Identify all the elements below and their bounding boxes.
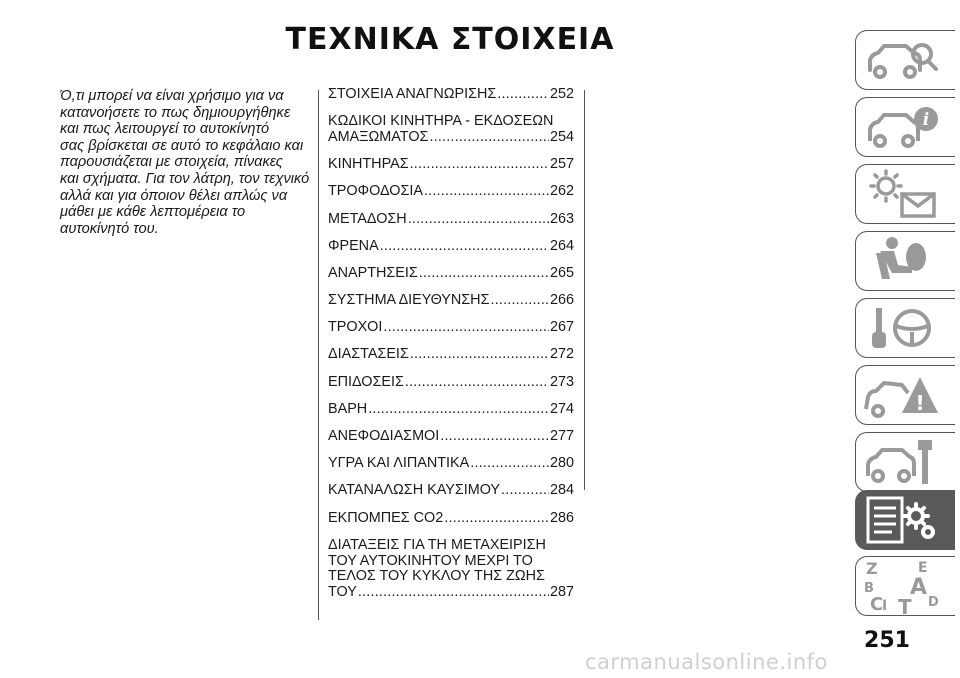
toc-entry[interactable]: [328, 456, 574, 472]
toc-entry-row: [328, 266, 574, 282]
dot-leader: [410, 347, 549, 363]
toc-entry[interactable]: [328, 114, 574, 146]
toc-entry-page: 267: [549, 319, 574, 336]
toc-entry-page: 257: [549, 156, 574, 173]
toc-entry-row: [328, 184, 574, 200]
intro-line: σας βρίσκεται σε αυτό το κεφάλαιο και: [60, 137, 304, 154]
dot-leader: [410, 157, 549, 173]
column-divider-right: [584, 90, 585, 490]
svg-text:!: !: [915, 391, 925, 415]
warning-light-message-icon: [862, 168, 942, 220]
toc-entry-page: 284: [549, 482, 574, 499]
toc-entry-row: [328, 87, 574, 103]
tab-car-info[interactable]: [855, 97, 955, 157]
index-letter: T: [898, 595, 912, 616]
toc-entry-label: ΚΙΝΗΤΗΡΑΣ: [328, 156, 409, 173]
toc-entry-row: [328, 239, 574, 255]
tab-warning-lights[interactable]: [855, 164, 955, 224]
svg-text:i: i: [922, 110, 930, 130]
dot-leader: [380, 239, 549, 255]
dot-leader: [497, 87, 549, 103]
toc-entry-label: ΔΙΑΤΑΞΕΙΣ ΓΙΑ ΤΗ ΜΕΤΑΧΕΙΡΙΣΗ: [328, 536, 546, 553]
toc-entry-row: [328, 157, 574, 173]
dot-leader: [444, 511, 549, 527]
page-number: 251: [864, 628, 910, 653]
toc-entry-label: ΤΡΟΦΟΔΟΣΙΑ: [328, 183, 423, 200]
toc-entry-label: ΤΕΛΟΣ ΤΟΥ ΚΥΚΛΟΥ ΤΗΣ ΖΩΗΣ: [328, 568, 545, 585]
toc-entry-row: [328, 402, 574, 418]
toc-entry[interactable]: [328, 320, 574, 336]
toc-entry-page: 264: [549, 237, 574, 254]
toc-entry-page: 287: [549, 584, 574, 601]
index-letter: C: [870, 594, 884, 615]
toc-entry-label: ΣΤΟΙΧΕΙΑ ΑΝΑΓΝΩΡΙΣΗΣ: [328, 86, 497, 102]
toc-entry[interactable]: [328, 184, 574, 200]
dot-leader: [419, 266, 549, 282]
dot-leader: [368, 402, 549, 418]
intro-line: κατανοήσετε το πως δημιουργήθηκε: [60, 104, 291, 121]
technical-data-icon: [862, 494, 942, 546]
toc-entry-row: [328, 483, 574, 499]
toc-entry-page: 274: [549, 400, 574, 417]
index-letter: Z: [866, 560, 878, 578]
dot-leader: [408, 212, 549, 228]
toc-entry-label: ΕΠΙΔΟΣΕΙΣ: [328, 373, 404, 390]
toc-entry[interactable]: [328, 483, 574, 499]
dot-leader: [424, 184, 549, 200]
toc-entry[interactable]: [328, 347, 574, 363]
toc-entry-row: [328, 375, 574, 391]
car-search-icon: [862, 34, 942, 86]
index-letter: B: [864, 581, 874, 596]
tab-safety[interactable]: [855, 231, 955, 291]
toc-entry-label: ΚΑΤΑΝΑΛΩΣΗ ΚΑΥΣΙΜΟΥ: [328, 482, 501, 499]
seat-airbag-icon: [862, 235, 942, 287]
dot-leader: [383, 320, 549, 336]
car-maintenance-icon: [862, 436, 942, 488]
intro-line: Ό,τι μπορεί να είναι χρήσιμο για να: [60, 88, 284, 104]
toc-entry-page: 266: [549, 292, 574, 309]
dot-leader: [358, 585, 549, 601]
toc-entry[interactable]: [328, 375, 574, 391]
toc-entry-label: ΤΟΥ ΑΥΤΟΚΙΝΗΤΟΥ ΜΕΧΡΙ ΤΟ: [328, 552, 533, 569]
toc-entry[interactable]: [328, 293, 574, 309]
toc-entry-label: ΑΝΕΦΟΔΙΑΣΜΟΙ: [328, 428, 440, 445]
toc-entry-label: ΜΕΤΑΔΟΣΗ: [328, 210, 407, 227]
key-steering-wheel-icon: [862, 302, 942, 354]
toc-entry-page: 265: [549, 264, 574, 281]
toc-entry-label: ΦΡΕΝΑ: [328, 237, 379, 254]
toc-entry[interactable]: [328, 157, 574, 173]
toc-entry-label: ΒΑΡΗ: [328, 400, 368, 417]
watermark: carmanualsonline.info: [585, 650, 828, 674]
toc-entry-label: ΚΩΔΙΚΟΙ ΚΙΝΗΤΗΡΑ - ΕΚΔΟΣΕΩΝ: [328, 113, 554, 130]
toc-entry-row: [328, 511, 574, 527]
dot-leader: [470, 456, 549, 472]
toc-entry-label: ΑΝΑΡΤΗΣΕΙΣ: [328, 264, 418, 281]
tab-starting-driving[interactable]: [855, 298, 955, 358]
dot-leader: [405, 375, 549, 391]
toc-entry-row: [328, 212, 574, 228]
intro-line: και πως λειτουργεί το αυτοκίνητό: [60, 121, 270, 138]
toc-entry[interactable]: [328, 239, 574, 255]
tab-index[interactable]: [855, 556, 955, 616]
toc-entry-label: ΥΓΡΑ ΚΑΙ ΛΙΠΑΝΤΙΚΑ: [328, 455, 470, 472]
toc-entry[interactable]: [328, 212, 574, 228]
car-emergency-icon: [862, 369, 942, 421]
alphabetical-index-icon: [862, 560, 942, 616]
tab-maintenance[interactable]: [855, 432, 955, 492]
index-letter: D: [928, 595, 939, 610]
toc-entry-row: [328, 429, 574, 445]
toc-entry-page: 263: [549, 210, 574, 227]
dot-leader: [490, 293, 549, 309]
tab-technical-data[interactable]: [855, 490, 955, 550]
toc-entry-row: [328, 347, 574, 363]
page-title: ΤΕΧΝΙΚΑ ΣΤΟΙΧΕΙΑ: [285, 22, 615, 57]
toc-entry[interactable]: [328, 429, 574, 445]
toc-entry-label: ΑΜΑΞΩΜΑΤΟΣ: [328, 128, 429, 145]
car-info-icon: [862, 101, 942, 153]
intro-line: και σχήματα. Για τον λάτρη, τον τεχνικό: [60, 170, 310, 187]
toc-entry-row: [328, 320, 574, 336]
toc-entry-page: 277: [549, 428, 574, 445]
intro-line: αλλά και για όποιον θέλει απλώς να: [60, 187, 288, 204]
toc-entry[interactable]: [328, 266, 574, 282]
column-divider-left: [318, 90, 319, 620]
toc-entry-row: [328, 456, 574, 472]
dot-leader: [440, 429, 549, 445]
toc-entry-row: [328, 585, 574, 601]
intro-line: αυτοκίνητό του.: [60, 220, 159, 237]
dot-leader: [501, 483, 549, 499]
toc-entry-label: ΔΙΑΣΤΑΣΕΙΣ: [328, 346, 409, 363]
toc-entry-label: ΤΡΟΧΟΙ: [328, 319, 383, 336]
toc-entry-page: 272: [549, 346, 574, 363]
toc-entry-row: [328, 130, 574, 146]
tab-car-search[interactable]: [855, 30, 955, 90]
toc-entry-page: 280: [549, 455, 574, 472]
toc-entry-page: 262: [549, 183, 574, 200]
index-letter: I: [882, 598, 888, 614]
index-letter: E: [918, 560, 928, 576]
intro-text: [60, 88, 310, 237]
toc-entry-row: [328, 293, 574, 309]
toc-entry-page: 254: [549, 128, 574, 145]
toc-entry-page: 252: [549, 86, 574, 102]
toc-entry[interactable]: [328, 402, 574, 418]
intro-line: παρουσιάζεται με στοιχεία, πίνακες: [60, 154, 283, 171]
toc-entry[interactable]: [328, 538, 574, 601]
toc-entry-page: 286: [549, 509, 574, 526]
toc-entry-label: ΕΚΠΟΜΠΕΣ CO2: [328, 509, 444, 526]
toc-entry-page: 273: [549, 373, 574, 390]
toc-entry-label: ΣΥΣΤΗΜΑ ΔΙΕΥΘΥΝΣΗΣ: [328, 292, 490, 309]
toc-entry[interactable]: [328, 511, 574, 527]
dot-leader: [429, 130, 549, 146]
intro-line: μάθει με κάθε λεπτομέρεια το: [60, 204, 246, 221]
table-of-contents: [328, 87, 574, 612]
toc-entry-label: ΤΟΥ: [328, 584, 357, 601]
tab-emergency[interactable]: [855, 365, 955, 425]
toc-entry[interactable]: [328, 87, 574, 103]
index-letter: A: [910, 575, 928, 600]
